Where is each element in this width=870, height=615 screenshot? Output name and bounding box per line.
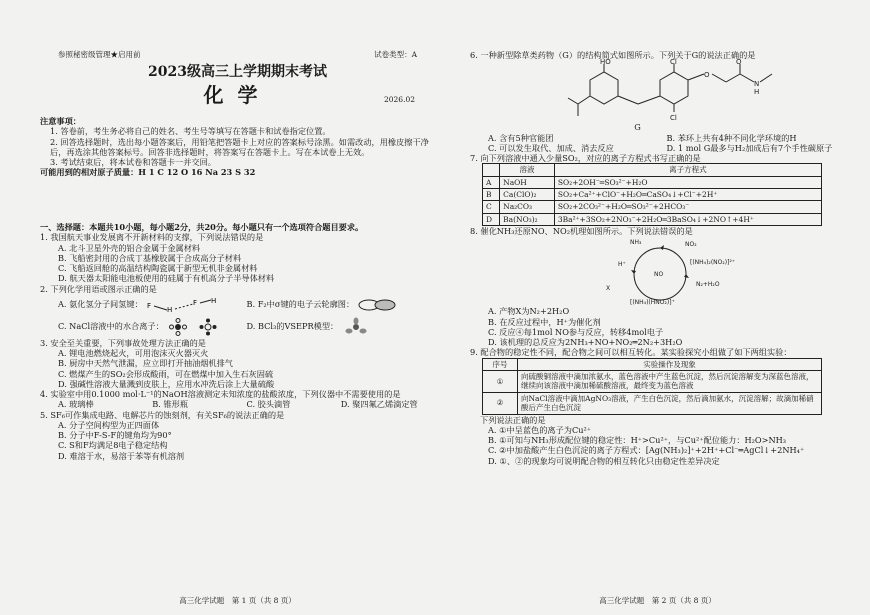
q2-option-d <box>247 318 436 336</box>
q6-option-c: C. 可以发生取代、加成、消去反应 <box>488 142 614 153</box>
svg-text:X: X <box>606 285 611 293</box>
q9-table <box>482 358 822 415</box>
svg-text:NH₃: NH₃ <box>630 239 642 247</box>
q5-option-a: A. 分子空间构型为正四面体 <box>58 419 160 430</box>
q9-option-a: A. ①中呈蓝色的离子为Cu²⁺ <box>488 424 592 435</box>
svg-text:[(NH₄)(HNO₂)]⁺: [(NH₄)(HNO₂)]⁺ <box>630 299 675 307</box>
question-8: 8. 催化NH₃还原NO、NO₂机理如图所示。下列说法错误的是 <box>470 226 693 237</box>
q9-cell: 向NaCl溶液中滴加AgNO₃溶液，产生白色沉淀，然后滴加氨水，沉淀溶解；故滴加稀硝酸后产生白色沉淀 <box>518 392 822 414</box>
q9-cell: ② <box>483 392 518 414</box>
svg-text:H⁺: H⁺ <box>618 261 626 269</box>
q4-option-b: B. 锥形瓶 <box>152 399 189 410</box>
table-row <box>483 189 822 201</box>
question-7: 7. 向下列溶液中通入少量SO₂，对应的离子方程式书写正确的是 <box>470 153 701 163</box>
q5-option-c: C. S和F均满足8电子稳定结构 <box>58 440 168 451</box>
page-footer-right: 高三化学试题 第 2 页（共 8 页） <box>599 595 716 605</box>
table-row <box>483 176 822 188</box>
q1-option-a: A. 北斗卫星外壳的铝合金属于金属材料 <box>58 242 201 253</box>
q7-cell: B <box>483 189 500 201</box>
q6-option-d: D. 1 mol G最多与H₂加成后有7个手性碳原子 <box>666 142 833 153</box>
q1-option-b: B. 飞船密封用的合成丁基橡胶属于合成高分子材料 <box>58 252 242 263</box>
q2-option-a-label: A. 氨化氢分子间氢键： <box>58 298 143 309</box>
q7-header-1: 溶液 <box>500 164 555 176</box>
note-1: 1. 答卷前，考生务必将自己的姓名、考生号等填写在答题卡和试卷指定位置。 <box>50 126 331 137</box>
notes-section <box>40 116 435 178</box>
q7-table <box>482 163 822 226</box>
table-row <box>483 213 822 225</box>
question-5: 5. SF₆可作集成电路、电解芯片的蚀刻剂，有关SF₆的说法正确的是 <box>40 409 285 420</box>
svg-text:H: H <box>167 305 173 314</box>
q9-table-header <box>483 358 822 370</box>
table-row <box>483 201 822 213</box>
q9-option-b: B. ①可知与NH₃形成配位键的稳定性：H⁺>Cu²⁺，与Cu²⁺配位能力：H₂O>NH₃ <box>488 435 787 445</box>
q7-cell: D <box>483 213 500 225</box>
q6-options-row1 <box>470 133 845 143</box>
sigma-bond-orbital-diagram <box>357 298 397 312</box>
q7-table-header <box>483 164 822 176</box>
q6-option-a: A. 含有5种官能团 <box>488 132 554 143</box>
svg-text:O: O <box>704 71 710 80</box>
q3-option-a: A. 锂电池燃烧起火，可用泡沫灭火器灭火 <box>58 348 209 358</box>
section-1 <box>40 222 435 461</box>
q9-option-d: D. ①、②的现象均可说明配合物的相互转化只由稳定性差异决定 <box>488 455 720 466</box>
svg-text:HO: HO <box>600 58 611 67</box>
q4-option-a: A. 玻璃棒 <box>58 399 94 410</box>
q4-option-d: D. 聚四氟乙烯滴定管 <box>340 399 418 410</box>
vsepr-model-diagram <box>341 318 371 336</box>
left-column <box>40 0 435 615</box>
svg-text:F: F <box>193 298 198 307</box>
q9-cell: ① <box>483 371 518 393</box>
svg-text:N₂+H₂O: N₂+H₂O <box>696 281 720 289</box>
section-1-title: 一、选择题：本题共10小题，每小题2分，共20分。每小题只有一个选项符合题目要求。 <box>40 222 364 232</box>
svg-text:H: H <box>754 88 760 97</box>
q7-cell: A <box>483 176 500 188</box>
svg-text:H: H <box>211 296 217 305</box>
exam-title: 2023级高三上学期期末考试 <box>148 64 327 80</box>
question-6: 6. 一种新型除草类药物（G）的结构简式如图所示。下列关于G的说法正确的是 <box>470 50 756 60</box>
svg-text:[(NH₄)₂(NO₂)]²⁺: [(NH₄)₂(NO₂)]²⁺ <box>690 259 736 267</box>
q7-cell: Ca(ClO)₂ <box>500 189 555 201</box>
svg-text:F: F <box>147 301 152 310</box>
q7-cell: SO₂+2CO₃²⁻+H₂O═SO₃²⁻+2HCO₃⁻ <box>554 201 821 213</box>
q6-option-b: B. 苯环上共有4种不同化学环境的H <box>666 132 797 143</box>
q9-header-1: 实验操作及现象 <box>518 358 822 370</box>
q1-option-d: D. 航天器太阳能电池板使用的硅属于有机高分子半导体材料 <box>58 273 275 284</box>
q9-lead: 下列说法正确的是 <box>480 414 546 425</box>
page-footer-left: 高三化学试题 第 1 页（共 8 页） <box>179 595 296 605</box>
question-4: 4. 实验室中用0.1000 mol·L⁻¹的NaOH溶液测定未知浓度的盐酸浓度，下列仪器中不需要使用的是 <box>40 389 401 399</box>
q2-option-c <box>58 318 247 336</box>
q7-cell: SO₂+2OH⁻═SO₃²⁻+H₂O <box>554 176 821 188</box>
subject-title: 化学 <box>203 83 272 107</box>
q2-option-b <box>247 298 436 312</box>
q2-option-a <box>58 296 247 314</box>
svg-text:NO₂: NO₂ <box>685 241 697 249</box>
q7-cell: NaOH <box>500 176 555 188</box>
svg-text:N: N <box>754 80 760 89</box>
q2-row-cd <box>40 316 435 338</box>
right-column <box>470 0 845 615</box>
svg-text:Cl: Cl <box>670 58 677 67</box>
svg-text:O: O <box>736 58 742 67</box>
question-9: 9. 配合物的稳定性不同，配合物之间可以相互转化。某实验探究小组做了如下两组实验： <box>470 347 792 358</box>
q7-cell: Ba(NO₃)₂ <box>500 213 555 225</box>
q7-cell: C <box>483 201 500 213</box>
q3-option-b: B. 厨房中天然气泄漏，应立即打开抽油烟机排气 <box>58 358 233 369</box>
q9-option-c: C. ②中加盐酸产生白色沉淀的离子方程式：[Ag(NH₃)₂]⁺+2H⁺+Cl⁻═AgCl↓+2NH₄⁺ <box>488 445 805 456</box>
table-row <box>483 392 822 414</box>
q4-options <box>40 399 435 409</box>
question-3: 3. 安全至关重要，下列事故处理方法正确的是 <box>40 337 206 348</box>
question-6-block <box>470 50 845 466</box>
svg-text:Cl: Cl <box>670 114 677 123</box>
question-1: 1. 我国航天事业发展离不开新材料的支撑，下列说法错误的是 <box>40 232 264 243</box>
q3-option-d: D. 强碱性溶液大量溅到皮肤上，应用水冲洗后涂上大量硫酸 <box>58 378 275 389</box>
q5-option-b: B. 分子中F-S-F的键角均为90° <box>58 430 172 440</box>
compound-g-label: G <box>634 122 641 133</box>
q8-option-c: C. 反应④每1mol NO参与反应，转移4mol电子 <box>488 326 664 337</box>
q8-option-b: B. 在反应过程中，H⁺为催化剂 <box>488 316 601 327</box>
q2-option-b-label: B. F₂中σ键的电子云轮廓图： <box>246 298 355 309</box>
confidentiality-label: 参照秘密级管理★启用前 <box>58 50 141 59</box>
paper-type-label: 试卷类型：A <box>374 50 417 59</box>
notes-title: 注意事项： <box>40 116 81 126</box>
svg-text:NO: NO <box>654 271 664 279</box>
q8-option-a: A. 产物X为N₂+2H₂O <box>488 306 570 317</box>
table-row <box>483 371 822 393</box>
note-3: 3. 考试结束后，将本试卷和答题卡一并交回。 <box>50 157 216 167</box>
q1-option-c: C. 飞船返回舱的高温结构陶瓷属于新型无机非金属材料 <box>58 263 258 273</box>
q7-header-2: 离子方程式 <box>554 164 821 176</box>
question-2: 2. 下列化学用语或图示正确的是 <box>40 283 157 294</box>
q6-options-row2 <box>470 143 845 153</box>
q2-option-c-label: C. NaCl溶液中的水合离子： <box>58 320 164 331</box>
q4-option-c: C. 胶头滴管 <box>246 399 291 410</box>
q7-cell: 3Ba²⁺+3SO₂+2NO₃⁻+2H₂O═3BaSO₄↓+2NO↑+4H⁺ <box>554 213 821 225</box>
q7-header-0 <box>483 164 500 176</box>
note-2: 2. 回答选择题时，选出每小题答案后，用铅笔把答题卡上对应的答案标号涂黑。如需改动，用橡皮擦干净后，再选涂其他答案标号。回答非选择题时，将答案写在答题卡上。写在本试卷上无效。 <box>50 136 429 157</box>
q2-row-ab <box>40 294 435 316</box>
q5-option-d: D. 难溶于水，易溶于苯等有机溶剂 <box>58 450 185 461</box>
catalytic-cycle-diagram <box>600 236 736 307</box>
q8-option-d: D. 该机理的总反应为2NH₃+NO+NO₂═2N₂+3H₂O <box>488 337 683 348</box>
q9-cell: 向硫酸铜溶液中滴加浓氨水，蓝色溶液中产生蓝色沉淀，然后沉淀溶解变为深蓝色溶液，继续向该溶液中滴加稀硫酸溶液，最终变为蓝色溶液 <box>518 371 822 393</box>
hydrated-ion-diagram <box>166 318 226 336</box>
compound-g-structure <box>560 60 800 122</box>
hydrogen-bond-diagram <box>145 296 225 314</box>
atomic-masses: 可能用到的相对原子质量：H 1 C 12 O 16 Na 23 S 32 <box>40 167 256 178</box>
q7-cell: SO₂+Ca²⁺+ClO⁻+H₂O═CaSO₄↓+Cl⁻+2H⁺ <box>554 189 821 201</box>
q2-option-d-label: D. BCl₃的VSEPR模型： <box>246 320 339 331</box>
q7-cell: Na₂CO₃ <box>500 201 555 213</box>
q9-header-0: 序号 <box>483 358 518 370</box>
exam-date: 2026.02 <box>383 95 415 104</box>
q3-option-c: C. 燃煤产生的SO₂会形成酸雨，可在燃煤中加入生石灰固硫 <box>58 368 274 379</box>
